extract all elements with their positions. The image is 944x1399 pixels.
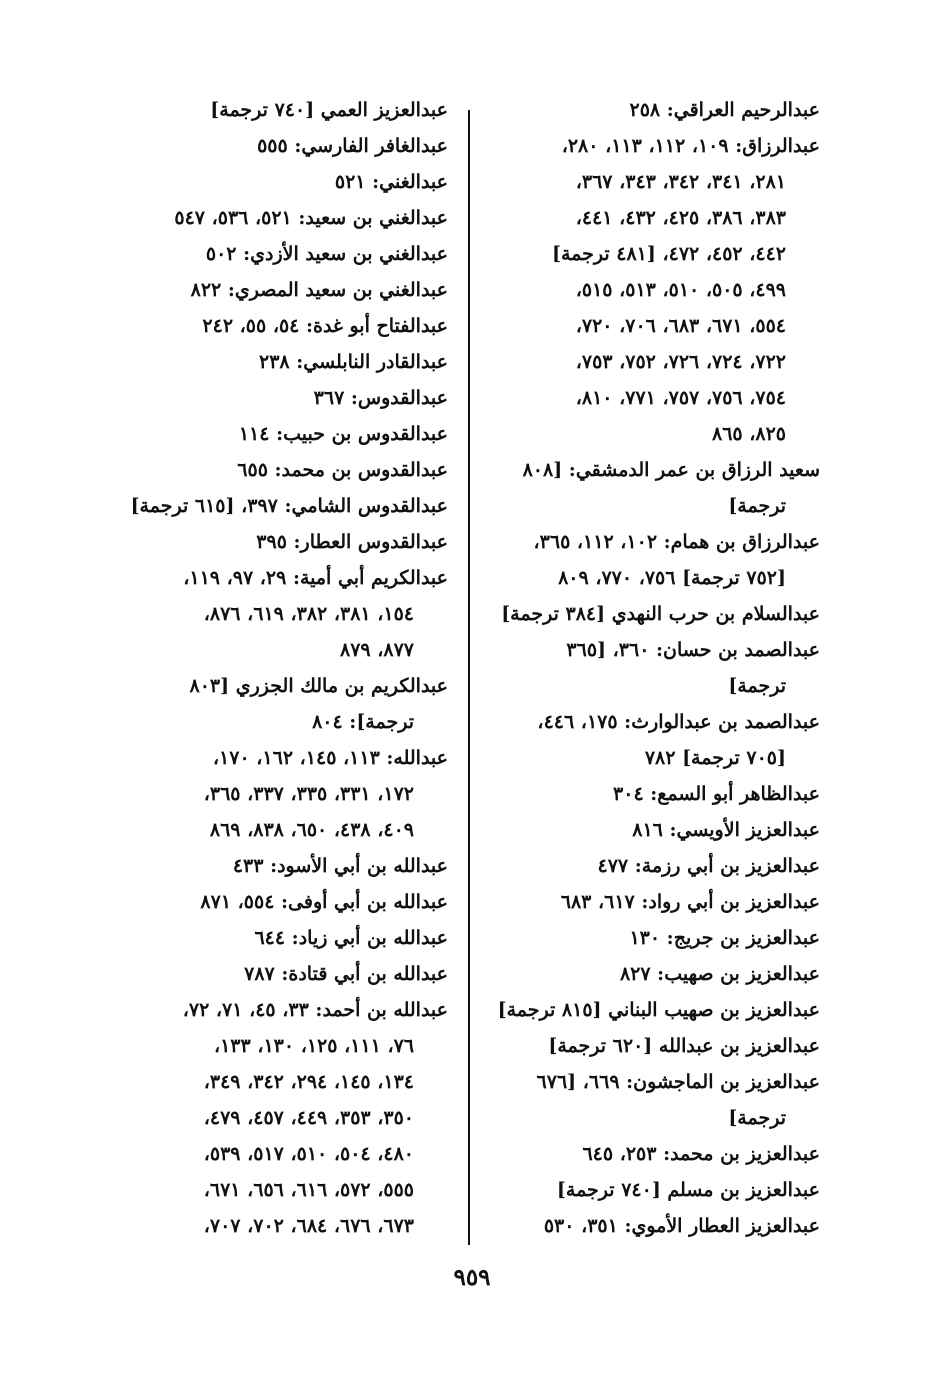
index-line: ترجمة] xyxy=(728,495,786,517)
index-line: عبدالغافر الفارسي: ٥٥٥ xyxy=(257,135,448,157)
index-line: ترجمة] xyxy=(728,1107,786,1129)
index-line: عبدالله بن أبي أوفى: ٥٥٤، ٨٧١ xyxy=(200,891,448,913)
index-line: [٧٥٢ ترجمة] ٧٥٦، ٧٧٠، ٨٠٩ xyxy=(558,567,786,589)
page-number: ٩٥٩ xyxy=(453,1264,491,1291)
index-line: ٥٥٥، ٥٧٢، ٦١٦، ٦٥٦، ٦٧١، xyxy=(203,1179,414,1201)
index-line: ٥٥٤، ٦٧١، ٦٨٣، ٧٠٦، ٧٢٠، xyxy=(575,315,786,337)
index-line: ٧٦، ١١١، ١٢٥، ١٣٠، ١٣٣، xyxy=(213,1035,414,1057)
index-line: عبدالغني بن سعيد الأزدي: ٥٠٢ xyxy=(205,243,448,265)
index-line: ترجمة]: ٨٠٤ xyxy=(312,711,414,733)
index-line: عبدالرحيم العراقي: ٢٥٨ xyxy=(629,99,820,121)
index-line: عبدالظاهر أبو السمع: ٣٠٤ xyxy=(613,783,820,805)
index-line: عبدالغني بن سعيد: ٥٢١، ٥٣٦، ٥٤٧ xyxy=(174,207,448,229)
index-line: عبدالكريم أبي أمية: ٢٩، ٩٧، ١١٩، xyxy=(183,567,448,589)
index-line: ٤٨٠، ٥٠٤، ٥١٠، ٥١٧، ٥٣٩، xyxy=(203,1143,414,1165)
index-line: عبدالعزيز بن أبي رزمة: ٤٧٧ xyxy=(597,855,820,877)
index-line: عبدالرزاق بن همام: ١٠٢، ١١٢، ٣٦٥، xyxy=(533,531,820,553)
index-line: عبدالعزيز بن الماجشون: ٦٦٩، [٦٧٦ xyxy=(536,1071,820,1093)
index-line: عبدالصمد بن حسان: ٣٦٠، [٣٦٥ xyxy=(566,639,820,661)
index-column-right xyxy=(496,92,820,1244)
index-line: سعيد الرزاق بن عمر الدمشقي: [٨٠٨ xyxy=(522,459,820,481)
index-line: عبدالقدوس بن محمد: ٦٥٥ xyxy=(237,459,448,481)
index-line: عبدالعزيز بن مسلم [٧٤٠ ترجمة] xyxy=(556,1179,820,1201)
index-line: عبدالله بن أبي زياد: ٦٤٤ xyxy=(254,927,448,949)
index-line: عبدالعزيز الأويسي: ٨١٦ xyxy=(632,819,820,841)
index-line: عبدالصمد بن عبدالوارث: ١٧٥، ٤٤٦، xyxy=(537,711,820,733)
index-column-left xyxy=(118,92,448,1244)
index-line: عبدالغني: ٥٢١ xyxy=(334,171,448,193)
index-line: عبدالعزيز بن عبدالله [٦٢٠ ترجمة] xyxy=(548,1035,820,1057)
index-line: ٦٧٣، ٦٧٦، ٦٨٤، ٧٠٢، ٧٠٧، xyxy=(203,1215,414,1237)
index-line: عبدالقدوس بن حبيب: ١١٤ xyxy=(238,423,448,445)
index-line: ٣٨٣، ٣٨٦، ٤٢٥، ٤٣٢، ٤٤١، xyxy=(575,207,786,229)
index-line: عبدالكريم بن مالك الجزري [٨٠٣ xyxy=(189,675,448,697)
index-line: عبدالعزيز بن صهيب: ٨٢٧ xyxy=(619,963,820,985)
index-line: عبدالقادر النابلسي: ٢٣٨ xyxy=(259,351,448,373)
index-line: ٨٢٥، ٨٦٥ xyxy=(712,423,786,445)
index-line: ١٥٤، ٣٨١، ٣٨٢، ٦١٩، ٨٧٦، xyxy=(203,603,414,625)
index-line: ٤٤٢، ٤٥٢، ٤٧٢، [٤٨١ ترجمة] xyxy=(551,243,786,265)
index-line: ٧٥٤، ٧٥٦، ٧٥٧، ٧٧١، ٨١٠، xyxy=(575,387,786,409)
index-line: [٧٠٥ ترجمة] ٧٨٢ xyxy=(644,747,786,769)
index-line: ١٧٢، ٣٣١، ٣٣٥، ٣٣٧، ٣٦٥، xyxy=(203,783,414,805)
index-line: عبدالسلام بن حرب النهدي [٣٨٤ ترجمة] xyxy=(501,603,820,625)
index-line: عبدالعزيز بن صهيب البناني [٨١٥ ترجمة] xyxy=(497,999,820,1021)
index-line: ٧٢٢، ٧٢٤، ٧٢٦، ٧٥٢، ٧٥٣، xyxy=(575,351,786,373)
index-line: ٨٧٧، ٨٧٩ xyxy=(340,639,414,661)
index-line: ترجمة] xyxy=(728,675,786,697)
index-line: عبدالقدوس: ٣٦٧ xyxy=(313,387,448,409)
index-line: ٤٩٩، ٥٠٥، ٥١٠، ٥١٣، ٥١٥، xyxy=(575,279,786,301)
index-line: عبدالله بن أبي الأسود: ٤٣٣ xyxy=(232,855,448,877)
index-line: ٣٥٠، ٣٥٣، ٤٤٩، ٤٥٧، ٤٧٩، xyxy=(203,1107,414,1129)
index-line: عبدالرزاق: ١٠٩، ١١٢، ١١٣، ٢٨٠، xyxy=(561,135,820,157)
index-line: ١٣٤، ١٤٥، ٢٩٤، ٣٤٢، ٣٤٩، xyxy=(203,1071,414,1093)
index-line: ٢٨١، ٣٤١، ٣٤٢، ٣٤٣، ٣٦٧، xyxy=(575,171,786,193)
index-line: عبدالفتاح أبو غدة: ٥٤، ٥٥، ٢٤٢ xyxy=(202,315,448,337)
index-line: عبدالغني بن سعيد المصري: ٨٢٢ xyxy=(190,279,448,301)
index-line: عبدالقدوس العطار: ٣٩٥ xyxy=(256,531,448,553)
index-line: عبدالعزيز بن جريج: ١٣٠ xyxy=(629,927,820,949)
index-line: عبدالله بن أبي قتادة: ٧٨٧ xyxy=(244,963,448,985)
index-line: عبدالله بن أحمد: ٣٣، ٤٥، ٧١، ٧٢، xyxy=(182,999,448,1021)
index-line: عبدالعزيز العطار الأموي: ٣٥١، ٥٣٠ xyxy=(543,1215,820,1237)
index-line: ٤٠٩، ٤٣٨، ٦٥٠، ٨٣٨، ٨٦٩ xyxy=(209,819,414,841)
column-divider xyxy=(468,110,470,1245)
index-line: عبدالعزيز العمي [٧٤٠ ترجمة] xyxy=(210,99,448,121)
index-line: عبدالقدوس الشامي: ٣٩٧، [٦١٥ ترجمة] xyxy=(130,495,448,517)
index-line: عبدالعزيز بن محمد: ٢٥٣، ٦٤٥ xyxy=(582,1143,820,1165)
index-line: عبدالعزيز بن أبي رواد: ٦١٧، ٦٨٣ xyxy=(560,891,820,913)
index-line: عبدالله: ١١٣، ١٤٥، ١٦٢، ١٧٠، xyxy=(212,747,448,769)
